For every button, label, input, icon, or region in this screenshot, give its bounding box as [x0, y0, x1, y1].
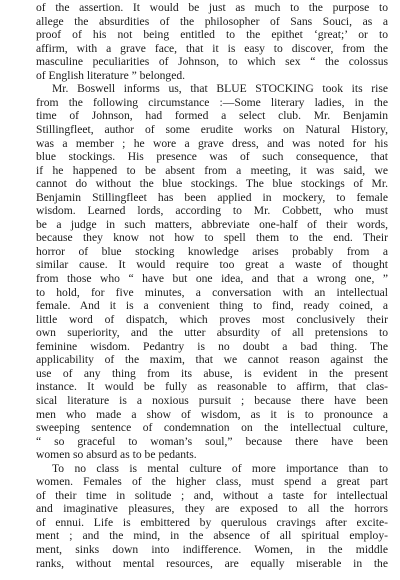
text-line: be a judge in such matters, abbreviate one-half of their words, — [36, 217, 388, 231]
text-line: of English literature ” belonged. — [36, 68, 186, 82]
text-line: if he happened to be absent from a meeting, it was said, we — [36, 163, 388, 177]
text-line: blue stockings. His presence was of such consequence, that — [36, 150, 388, 164]
text-line: similar cause. It would require too great a waste of thought — [36, 258, 388, 272]
text-line: applicability of the maxim, that we cannot reason against the — [36, 353, 388, 367]
text-line: cannot do without the blue stockings. The blue stockings of Mr. — [36, 177, 388, 191]
text-line: sical literature is a noxious pursuit ; because there have been — [36, 393, 388, 407]
text-line: little word of dispatch, which proves most conclusively their — [36, 312, 388, 326]
text-line: of ennui. Life is embittered by querulous cravings after excite- — [36, 515, 388, 529]
text-line: of their time in solitude ; and, without a taste for intellectual — [36, 488, 388, 502]
text-line: “ so graceful to woman’s soul,” because there have been — [36, 434, 388, 448]
text-line: men who made a show of wisdom, as it is to pronounce a — [36, 407, 388, 421]
text-line: To no class is mental culture of more importance than to — [52, 461, 388, 475]
text-line: ment, sinks down into indifference. Women, in the middle — [36, 543, 388, 556]
text-line: female. And it is a convenient thing to find, ready coined, a — [36, 299, 388, 313]
text-line: use of any thing from its abuse, is evident in the present — [36, 366, 388, 380]
text-line: instance. It would be fully as reasonable to affirm, that clas- — [36, 380, 388, 394]
text-line: allege the absurdities of the philosopher of Sans Souci, as a — [36, 14, 388, 28]
text-line: women. Females of the higher class, must spend a great part — [36, 475, 388, 489]
text-line: ment ; and the mind, in the absence of all spiritual employ- — [36, 529, 388, 543]
text-line: and imaginative pleasures, they are exposed to all the horrors — [36, 502, 388, 516]
text-line: from those who “ have but one idea, and that a wrong one, ” — [36, 272, 388, 285]
text-line: time of Johnson, had formed a select club. Mr. Benjamin — [36, 109, 388, 123]
text-line: women so absurd as to be pedants. — [36, 448, 197, 462]
text-line: to hold, for five minutes, a conversation with an intellectual — [36, 285, 388, 299]
text-line: Benjamin Stillingfleet has been applied in mockery, to female — [36, 190, 388, 204]
text-line: because they know not how to spell them to the end. Their — [36, 231, 388, 245]
text-line: wisdom. Learned lords, according to Mr. Cobbett, who must — [36, 204, 388, 218]
text-line: sweeping sentence of condemnation on the intellectual culture, — [36, 421, 388, 435]
text-line: was a member ; he wore a grave dress, and was noted for his — [36, 136, 388, 150]
text-line: feminine wisdom. Pedantry is no doubt a bad thing. The — [36, 339, 388, 353]
text-line: Stillingfleet, author of some erudite works on Natural History, — [36, 122, 388, 136]
text-line: proof of his not being entitled to the epithet ‘great;’ or to — [36, 28, 388, 42]
text-line: from the following circumstance :—Some literary ladies, in the — [36, 95, 388, 109]
text-line: ranks, without mental resources, are equally miserable in the — [36, 556, 388, 570]
text-line: of the assertion. It would be just as much to the purpose to — [36, 1, 388, 14]
text-line: Mr. Boswell informs us, that BLUE STOCKING took its rise — [52, 82, 388, 96]
text-line: masculine peculiarities of Johnson, to which sex “ the colossus — [36, 55, 388, 69]
text-line: affirm, with a grave face, that it is easy to discover, from the — [36, 41, 388, 55]
text-line: horror of blue stocking knowledge arises probably from a — [36, 244, 388, 258]
text-line: own superiority, and the utter absurdity of all pretensions to — [36, 326, 388, 340]
